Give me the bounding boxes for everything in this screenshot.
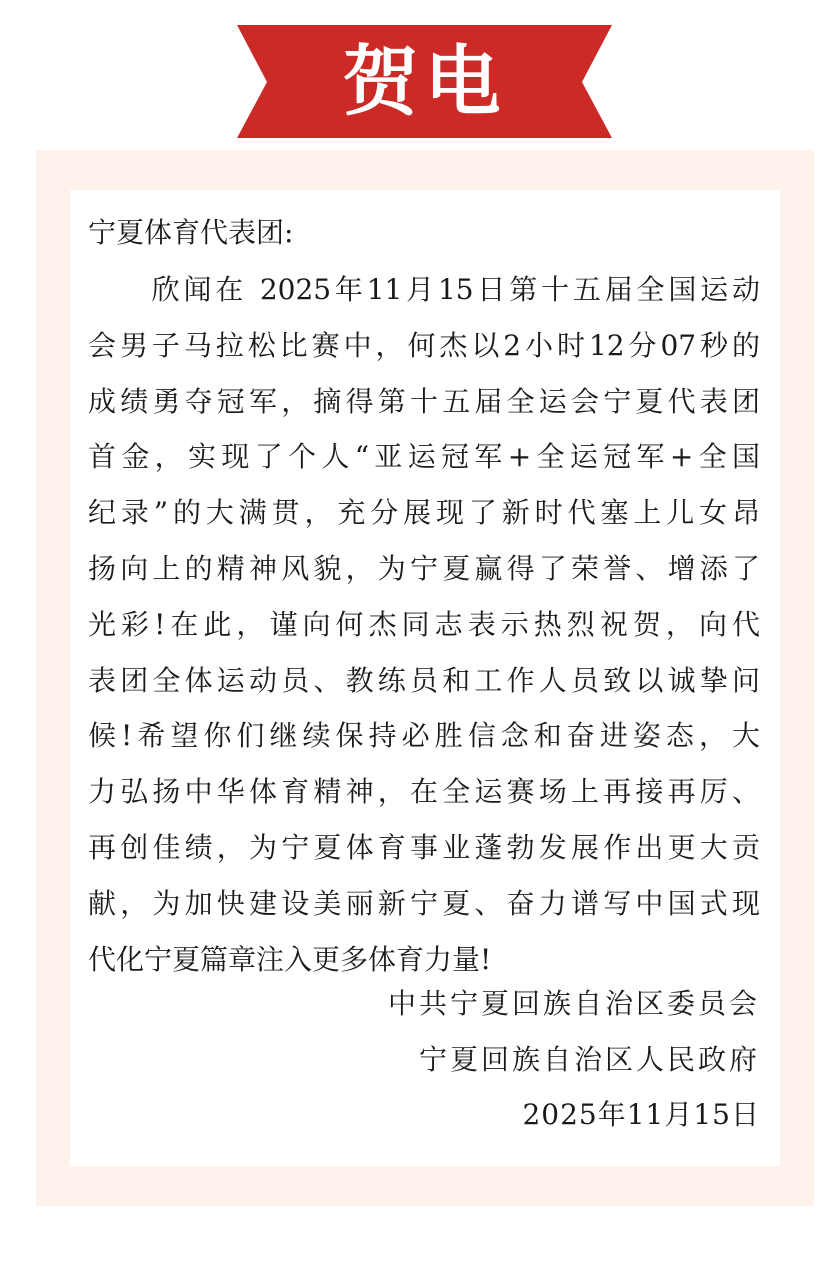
- body-text-line: 代化宁夏篇章注入更多体育力量!: [88, 942, 492, 976]
- body-text-line: 再创佳绩，为宁夏体育事业蓬勃发展作出更大贡: [88, 831, 760, 864]
- signatory: 中共宁夏回族自治区委员会: [387, 987, 760, 1020]
- title-banner: [237, 25, 612, 138]
- page-title: 贺电: [342, 37, 507, 126]
- letter-date: 2025年11月15日: [522, 1098, 760, 1131]
- body-text-line: 欣闻在 2025年11月15日第十五届全国运动: [88, 273, 760, 306]
- body-text-line: 会男子马拉松比赛中，何杰以2小时12分07秒的: [88, 328, 760, 362]
- body-text-line: 成绩勇夺冠军，摘得第十五届全运会宁夏代表团: [88, 384, 760, 418]
- body-text-line: 候!希望你们继续保持必胜信念和奋进姿态，大: [88, 719, 760, 753]
- body-text-line: 力弘扬中华体育精神，在全运赛场上再接再厉、: [88, 775, 760, 809]
- salutation: 宁夏体育代表团:: [88, 216, 294, 249]
- body-text-line: 献，为加快建设美丽新宁夏、奋力谱写中国式现: [88, 886, 760, 920]
- body-text-line: 首金，实现了个人“亚运冠军+全运冠军+全国: [88, 440, 760, 474]
- body-text-line: 纪录”的大满贯，充分展现了新时代塞上儿女昂: [88, 496, 760, 530]
- signatory: 宁夏回族自治区人民政府: [418, 1043, 760, 1076]
- body-text-line: 扬向上的精神风貌，为宁夏赢得了荣誉、增添了: [88, 552, 760, 585]
- body-text-line: 表团全体运动员、教练员和工作人员致以诚挚问: [88, 663, 760, 697]
- body-text-line: 光彩!在此，谨向何杰同志表示热烈祝贺，向代: [88, 607, 760, 641]
